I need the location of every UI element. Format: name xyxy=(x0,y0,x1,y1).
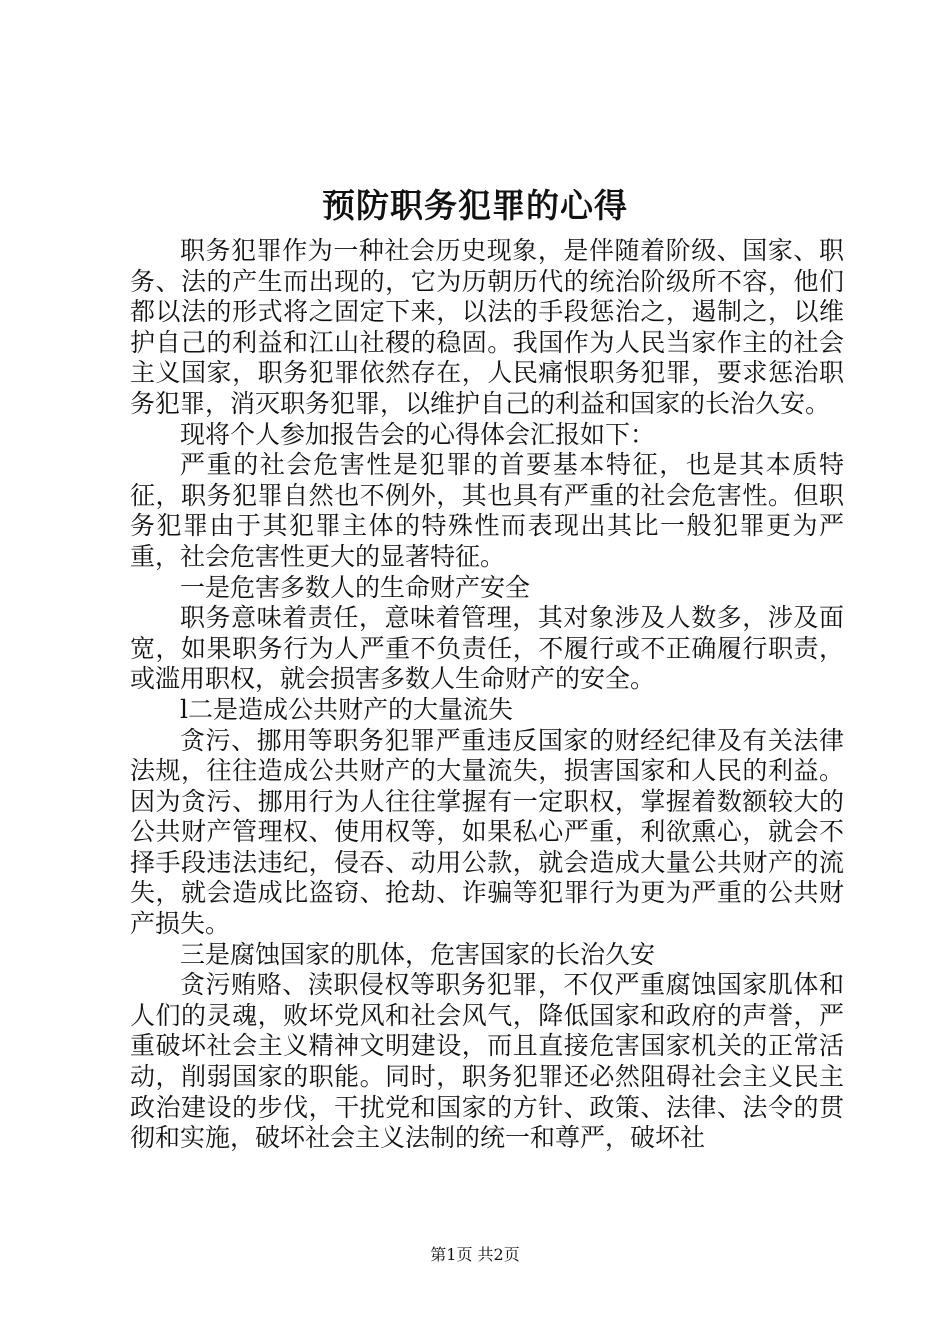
section-heading-1: 一是危害多数人的生命财产安全 xyxy=(180,572,531,602)
paragraph-report-lead: 现将个人参加报告会的心得体会汇报如下： xyxy=(180,419,656,449)
page-footer: 第1页 共2页 xyxy=(430,1245,520,1264)
document-body xyxy=(130,236,844,1154)
section-heading-2: l二是造成公共财产的大量流失 xyxy=(180,694,513,724)
page-title: 预防职务犯罪的心得 xyxy=(322,186,628,225)
paragraph-section-1: 职务意味着责任，意味着管理，其对象涉及人数多，涉及面宽，如果职务行为人严重不负责任，不履行或不正确履行职责，或滥用职权，就会损害多数人生命财产的安全。 xyxy=(130,603,844,694)
section-heading-3: 三是腐蚀国家的肌体，危害国家的长治久安 xyxy=(180,939,656,969)
paragraph-intro: 职务犯罪作为一种社会历史现象，是伴随着阶级、国家、职务、法的产生而出现的，它为历朝历代的统治阶级所不容，他们都以法的形式将之固定下来，以法的手段惩治之，遏制之，以维护自己的利益和江山社稷的稳固。我国作为人民当家作主的社会主义国家，职务犯罪依然存在，人民痛恨职务犯罪，要求惩治职务犯罪，消灭职务犯罪，以维护自己的利益和国家的长治久安。 xyxy=(130,236,844,418)
paragraph-section-3: 贪污贿赂、渎职侵权等职务犯罪，不仅严重腐蚀国家肌体和人们的灵魂，败坏党风和社会风气，降低国家和政府的声誉，严重破坏社会主义精神文明建设，而且直接危害国家机关的正常活动，削弱国家的职能。同时，职务犯罪还必然阻碍社会主义民主政治建设的步伐，干扰党和国家的方针、政策、法律、法令的贯彻和实施，破坏社会主义法制的统一和尊严，破坏社 xyxy=(130,970,844,1153)
paragraph-harm-overview: 严重的社会危害性是犯罪的首要基本特征，也是其本质特征，职务犯罪自然也不例外，其也具有严重的社会危害性。但职务犯罪由于其犯罪主体的特殊性而表现出其比一般犯罪更为严重，社会危害性更大的显著特征。 xyxy=(130,450,844,571)
paragraph-section-2: 贪污、挪用等职务犯罪严重违反国家的财经纪律及有关法律法规，往往造成公共财产的大量流失，损害国家和人民的利益。因为贪污、挪用行为人往往掌握有一定职权，掌握着数额较大的公共财产管理权、使用权等，如果私心严重，利欲熏心，就会不择手段违法违纪，侵吞、动用公款，就会造成大量公共财产的流失，就会造成比盗窃、抢劫、诈骗等犯罪行为更为严重的公共财产损失。 xyxy=(130,725,844,939)
